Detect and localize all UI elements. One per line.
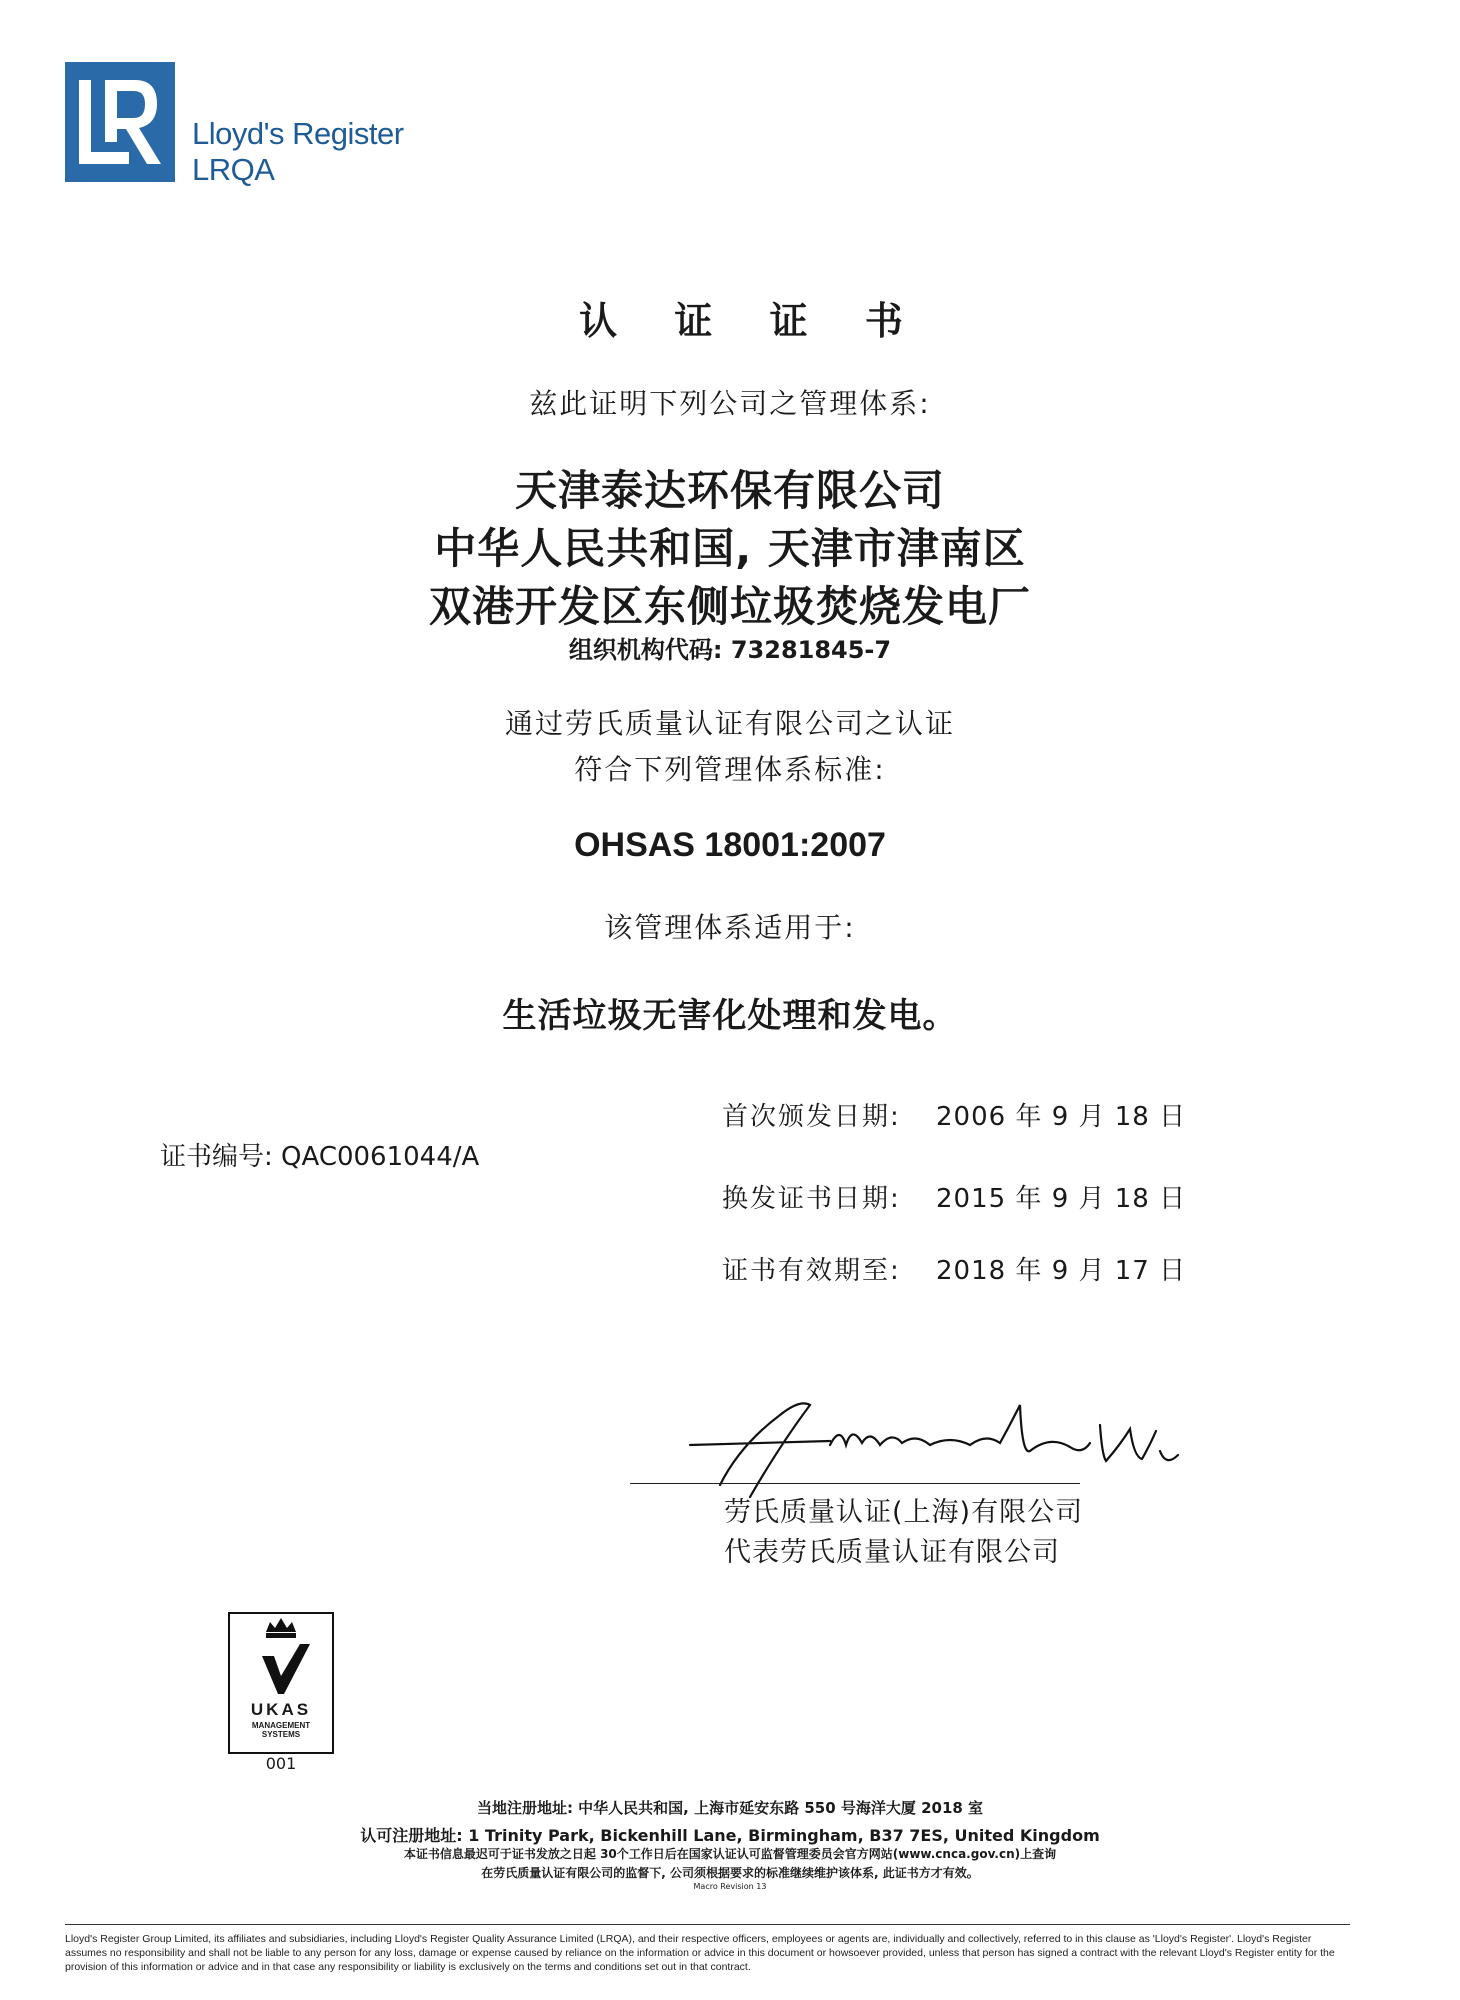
lr-logo <box>65 62 175 182</box>
reissue-date: 2015 年 9 月 18 日 <box>936 1184 1187 1214</box>
legal-disclaimer: Lloyd's Register Group Limited, its affiliates and subsidiaries, including Lloyd's Register Quality Assurance Limited (LRQA), and their respective officers, employees or agents are, individually and collectively, referred to in this clause as 'Lloyd's Register'. Lloyd's Register assumes no responsibility and shall not be liable to any person for any loss, damage or expense caused by reliance on the information or advice in this document or howsoever provided, unless that person has signed a contract with the relevant Lloyd's Register entity for the provision of this information or advice and in that case any responsibility or liability is exclusively on the terms and conditions set out in that contract. <box>65 1933 1335 1973</box>
signature-line <box>630 1483 1080 1484</box>
expiry-label: 证书有效期至: <box>722 1256 901 1286</box>
reissue-row <box>722 1178 1186 1215</box>
logo-line-lloyds: Lloyd's Register <box>192 116 404 151</box>
certificate-title: 认 证 证 书 <box>579 299 925 343</box>
scope-intro: 该管理体系适用于: <box>604 911 856 944</box>
logo-line-lrqa: LRQA <box>192 152 275 187</box>
expiry-row <box>722 1250 1186 1287</box>
company-address-line-1: 中华人民共和国, 天津市津南区 <box>434 524 1026 573</box>
ukas-subtitle-2: SYSTEMS <box>261 1730 301 1739</box>
handwritten-signature <box>630 1385 1320 1505</box>
first-issue-row <box>722 1096 1186 1133</box>
approval-statement-2: 符合下列管理体系标准: <box>574 753 886 786</box>
certificate-intro: 兹此证明下列公司之管理体系: <box>529 387 931 420</box>
local-registered-address: 当地注册地址: 中华人民共和国, 上海市延安东路 550 号海洋大厦 2018 室 <box>476 1799 984 1817</box>
management-standard: OHSAS 18001:2007 <box>574 826 886 864</box>
first-issue-date: 2006 年 9 月 18 日 <box>936 1102 1187 1132</box>
ukas-name: UKAS <box>250 1700 312 1719</box>
ukas-subtitle-1: MANAGEMENT <box>251 1721 311 1730</box>
company-name: 天津泰达环保有限公司 <box>514 466 945 515</box>
certificate-number: 证书编号: QAC0061044/A <box>160 1142 480 1172</box>
signatory-line-2: 代表劳氏质量认证有限公司 <box>724 1537 1060 1568</box>
certification-scope: 生活垃圾无害化处理和发电。 <box>502 996 958 1036</box>
expiry-date: 2018 年 9 月 17 日 <box>936 1256 1187 1286</box>
validity-note: 在劳氏质量认证有限公司的监督下, 公司须根据要求的标准继续维护该体系, 此证书方才有效。 <box>481 1866 979 1880</box>
ukas-number: 001 <box>265 1754 297 1773</box>
reissue-label: 换发证书日期: <box>722 1184 901 1214</box>
first-issue-label: 首次颁发日期: <box>722 1102 901 1132</box>
accredited-registered-address: 认可注册地址: 1 Trinity Park, Bickenhill Lane, Birmingham, B37 7ES, United Kingdom <box>360 1826 1100 1845</box>
organization-code: 组织机构代码: 73281845-7 <box>568 636 892 664</box>
signatory-line-1: 劳氏质量认证(上海)有限公司 <box>724 1497 1084 1528</box>
company-address-line-2: 双港开发区东侧垃圾焚烧发电厂 <box>428 582 1031 631</box>
macro-revision: Macro Revision 13 <box>693 1882 767 1891</box>
verification-note: 本证书信息最迟可于证书发放之日起 30个工作日后在国家认证认可监督管理委员会官方网站(www.cnca.gov.cn)上查询 <box>403 1847 1057 1861</box>
crown-tick-icon <box>230 1614 332 1698</box>
footer-divider <box>65 1924 1350 1925</box>
logo-wordmark <box>192 116 404 188</box>
ukas-subtitle <box>230 1721 332 1739</box>
lr-monogram-icon <box>65 62 175 182</box>
approval-statement-1: 通过劳氏质量认证有限公司之认证 <box>504 707 955 740</box>
